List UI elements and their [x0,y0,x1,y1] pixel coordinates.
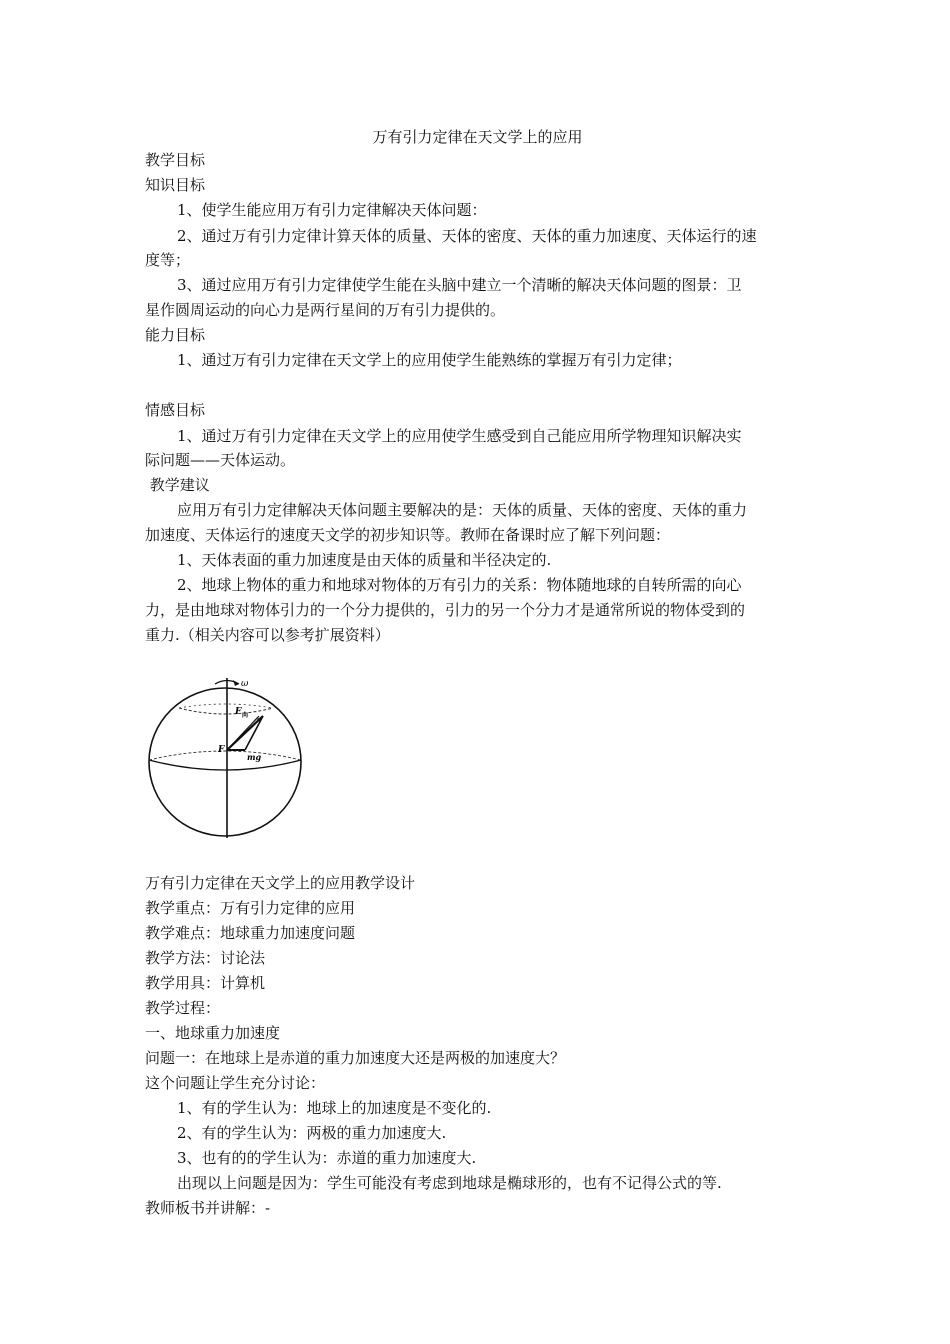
board-explanation: 教师板书并讲解：- [145,1199,271,1217]
latitude-line-front [179,704,273,708]
suggestion-item-2-line-2: 力，是由地球对物体引力的一个分力提供的，引力的另一个分力才是通常所说的物体受到的 [145,601,746,619]
mg-label: mg [247,752,262,762]
latitude-line-back [179,708,273,714]
suggestion-item-2-line-1: 2、地球上物体的重力和地球对物体的万有引力的关系：物体随地球的自转所需的向心 [177,576,742,594]
f-label: F [235,707,242,717]
difficulty: 教学难点：地球重力加速度问题 [145,924,356,942]
teaching-method: 教学方法：讨论法 [145,949,266,967]
earth-sphere [149,688,301,836]
discussion-intro: 这个问题让学生充分讨论： [145,1074,326,1092]
earth-gravity-diagram [145,672,310,842]
heading-ability-goals: 能力目标 [145,326,206,344]
question-1: 问题一：在地球上是赤道的重力加速度大还是两极的加速度大？ [145,1049,566,1067]
knowledge-item-1: 1、使学生能应用万有引力定律解决天体问题： [177,201,487,219]
equator-back [149,751,301,760]
emotion-item-1-line-2: 际问题——天体运动。 [145,451,296,469]
heading-suggestion: 教学建议 [145,476,210,494]
discussion-item-1: 1、有的学生认为：地球上的加速度是不变化的. [177,1099,492,1117]
teaching-tools: 教学用具：计算机 [145,974,266,992]
emotion-item-1-line-1: 1、通过万有引力定律在天文学上的应用使学生感受到自己能应用所学物理知识解决实 [177,427,742,445]
discussion-item-3: 3、也有的的学生认为：赤道的重力加速度大. [177,1149,477,1167]
knowledge-item-2-line-2: 度等； [145,251,191,269]
design-title: 万有引力定律在天文学上的应用教学设计 [145,874,416,892]
reason-paragraph: 出现以上问题是因为：学生可能没有考虑到地球是椭球形的，也有不记得公式的等. [177,1174,722,1192]
equator-front [149,760,301,770]
suggestion-para-line-2: 加速度、天体运行的速度天文学的初步知识等。教师在备课时应了解下列问题： [145,526,671,544]
heading-knowledge-goals: 知识目标 [145,176,206,194]
f-small-label: F [218,745,225,755]
suggestion-item-2-line-3: 重力.（相关内容可以参考扩展资料） [145,626,390,644]
suggestion-para-line-1: 应用万有引力定律解决天体问题主要解决的是：天体的质量、天体的密度、天体的重力 [177,501,748,519]
key-point: 教学重点：万有引力定律的应用 [145,899,356,917]
f-subscript: 向 [242,712,249,719]
heading-emotion-goals: 情感目标 [145,401,206,419]
suggestion-item-1: 1、天体表面的重力加速度是由天体的质量和半径决定的. [177,551,552,569]
teaching-process: 教学过程： [145,999,221,1017]
page-title: 万有引力定律在天文学上的应用 [372,128,583,146]
heading-teaching-goals: 教学目标 [145,151,206,169]
discussion-item-2: 2、有的学生认为：两极的重力加速度大. [177,1124,447,1142]
knowledge-item-3-line-2: 星作圆周运动的向心力是两行星间的万有引力提供的。 [145,301,506,319]
omega-label: ω [241,679,249,689]
section-1-heading: 一、地球重力加速度 [145,1024,281,1042]
knowledge-item-2-line-1: 2、通过万有引力定律计算天体的质量、天体的密度、天体的重力加速度、天体运行的速 [177,227,757,245]
knowledge-item-3-line-1: 3、通过应用万有引力定律使学生能在头脑中建立一个清晰的解决天体问题的图景：卫 [177,276,742,294]
ability-item-1: 1、通过万有引力定律在天文学上的应用使学生能熟练的掌握万有引力定律； [177,351,682,369]
